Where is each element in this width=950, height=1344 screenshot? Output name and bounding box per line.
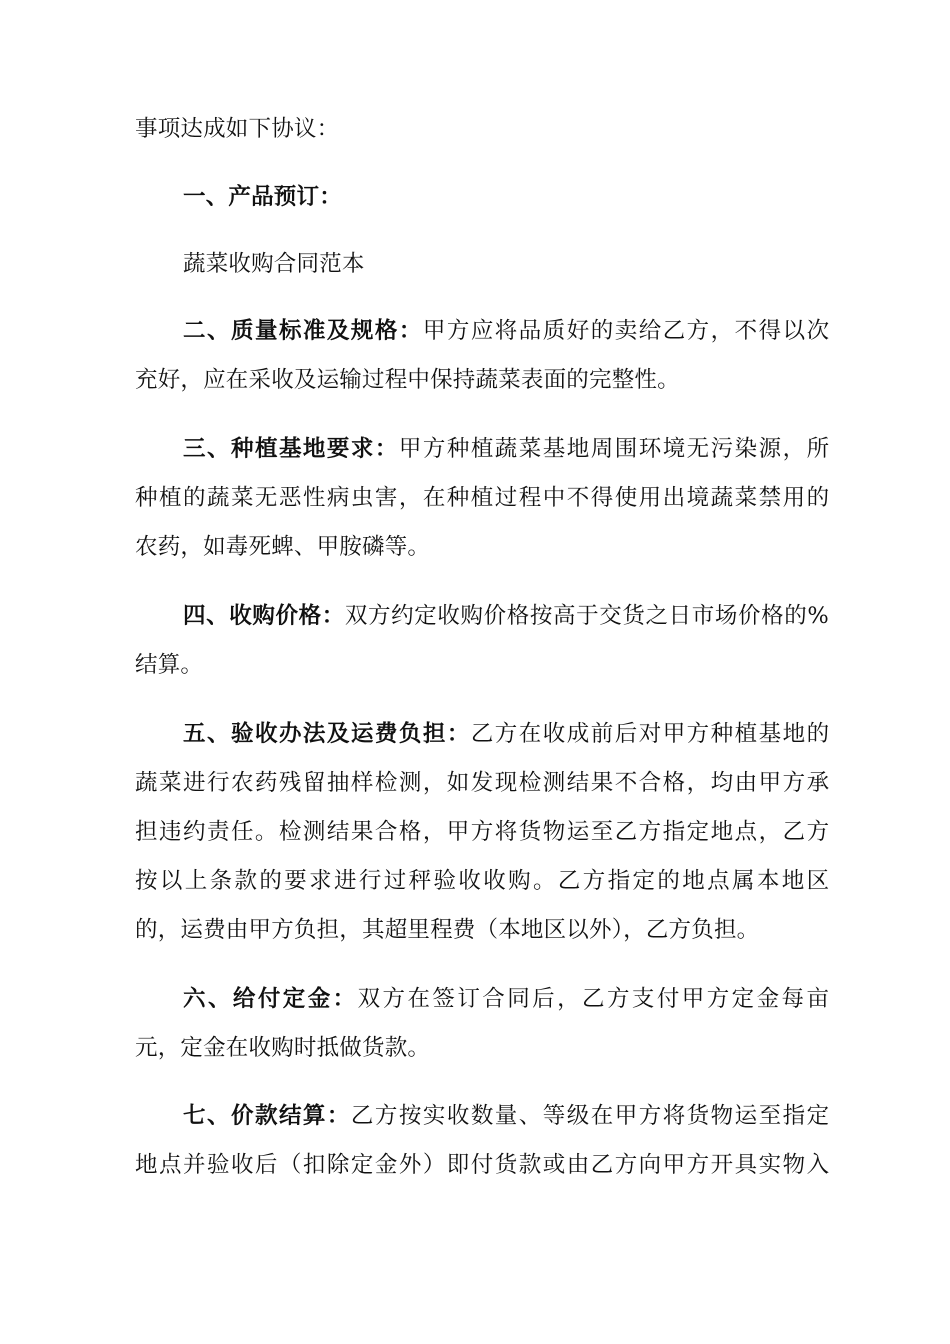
section-5-line-1	[183, 718, 829, 750]
section-5-title: 五​、​验​收​办​法​及​运​费​负​担​：​	[183, 721, 471, 747]
intro-text: 事项达成如下协议：	[135, 116, 340, 142]
section-5-line-4	[135, 865, 829, 897]
section-7-line-1	[183, 1100, 829, 1132]
section-4-title: 四​、​收​购​价​格​：​	[183, 603, 345, 629]
section-4-text-1: 双​方​约​定​收​购​价​格​按​高​于​交​货​之​日​市​场​价​格​的​%​	[344, 603, 829, 629]
section-4-line-1	[183, 600, 829, 632]
section-7-text-1: 乙​方​按​实​收​数​量​、​等​级​在​甲​方​将​货​物​运​至​指​定​	[350, 1103, 829, 1129]
section-6-text-2: 元，定金在收购时抵做货款。	[135, 1035, 431, 1061]
section-5-text-4: 按​以​上​条​款​的​要​求​进​行​过​秤​验​收​收​购​。​乙​方​指​定​的​地​点​属​本​地​区​	[135, 868, 829, 894]
section-1-body	[183, 248, 829, 280]
section-5-line-2	[135, 767, 829, 799]
section-7-line-2	[135, 1149, 829, 1181]
section-1-heading	[183, 181, 829, 213]
section-4-text-2: 结算。	[135, 652, 204, 678]
section-3-text-3: 农药，如毒死蜱、甲胺磷等。	[135, 534, 431, 560]
section-7-text-2: 地​点​并​验​收​后​（​扣​除​定​金​外​）​即​付​货​款​或​由​乙​方​向​甲​方​开​具​实​物​入​	[135, 1152, 829, 1178]
section-6-line-2	[135, 1032, 829, 1064]
section-3-line-2	[135, 482, 829, 514]
section-1-text: 蔬菜收购合同范本	[183, 251, 365, 277]
section-5-text-3: 担​违​约​责​任​。​检​测​结​果​合​格​，​甲​方​将​货​物​运​至​乙​方​指​定​地​点​，​乙​方​	[135, 819, 829, 845]
section-3-line-3	[135, 531, 829, 563]
section-2-title: 二​、​质​量​标​准​及​规​格​：​	[183, 318, 423, 344]
section-5-text-5: 的，运费由甲方负担，其超里程费（本地区以外），乙方负担。	[135, 917, 760, 943]
section-3-title: 三​、​种​植​基​地​要​求​：​	[183, 436, 399, 462]
section-4-line-2	[135, 649, 829, 681]
section-2-line-2	[135, 364, 829, 396]
section-6-title: 六​、​给​付​定​金​：​	[183, 986, 358, 1012]
section-2-text-1: 甲​方​应​将​品​质​好​的​卖​给​乙​方​，​不​得​以​次​	[422, 318, 829, 344]
intro-line	[135, 113, 829, 145]
section-3-text-2: 种​植​的​蔬​菜​无​恶​性​病​虫​害​，​在​种​植​过​程​中​不​得​使​用​出​境​蔬​菜​禁​用​的​	[135, 485, 829, 511]
section-5-text-1: 乙​方​在​收​成​前​后​对​甲​方​种​植​基​地​的​	[470, 721, 829, 747]
section-2-text-2: 充好，应在采收及运输过程中保持蔬菜表面的完整性。	[135, 367, 680, 393]
section-6-text-1: 双​方​在​签​订​合​同​后​，​乙​方​支​付​甲​方​定​金​每​亩​	[357, 986, 829, 1012]
section-6-line-1	[183, 983, 829, 1015]
section-5-text-2: 蔬​菜​进​行​农​药​残​留​抽​样​检​测​，​如​发​现​检​测​结​果​不​合​格​，​均​由​甲​方​承​	[135, 770, 829, 796]
section-2-line-1	[183, 315, 829, 347]
section-7-title: 七​、​价​款​结​算​：​	[183, 1103, 351, 1129]
section-5-line-5	[135, 914, 829, 946]
section-3-text-1: 甲​方​种​植​蔬​菜​基​地​周​围​环​境​无​污​染​源​，​所​	[398, 436, 829, 462]
section-1-title: 一、产品预订：	[183, 184, 342, 210]
section-5-line-3	[135, 816, 829, 848]
section-3-line-1	[183, 433, 829, 465]
